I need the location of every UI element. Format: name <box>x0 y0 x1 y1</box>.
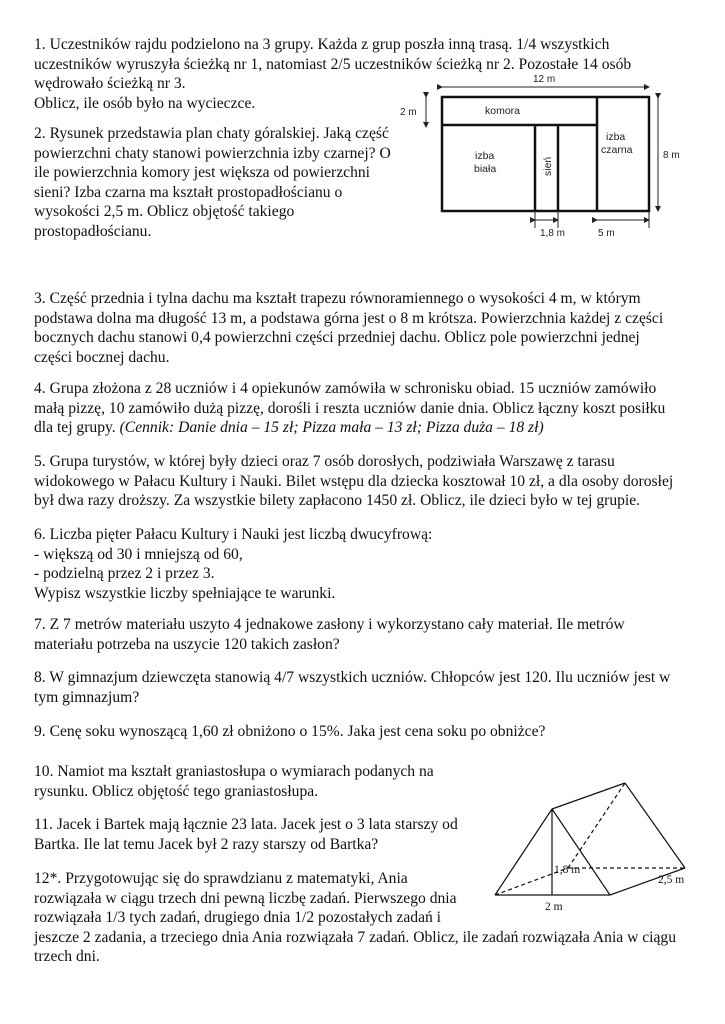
izba-czarna-width-label: 5 m <box>598 228 615 238</box>
room-izba-czarna-label: izba <box>606 131 626 143</box>
text-line: Bartka. Ile lat temu Jacek był 2 razy starszy od Bartka? <box>34 835 379 853</box>
text-line: 2. Rysunek przedstawia plan chaty góralskiej. Jaką część <box>34 125 389 142</box>
text-line: powierzchni chaty stanowi powierzchnia izby czarnej? O <box>34 144 391 162</box>
komora-depth-label: 2 m <box>400 107 417 118</box>
text-line: - większą od 30 i mniejszą od 60, <box>34 545 243 563</box>
task-7 <box>34 615 625 654</box>
text-line: 7. Z 7 metrów materiału uszyto 4 jednakowe zasłony i wykorzystano cały materiał. Ile metrów <box>34 616 625 633</box>
width-label: 12 m <box>533 74 556 85</box>
text-line: 10. Namiot ma kształt graniastosłupa o wymiarach podanych na <box>34 763 434 780</box>
text-line: rozwiązała 1/3 tych zadań, drugiego dnia 1/2 pozostałych zadań i <box>34 909 442 927</box>
tent-prism-diagram <box>485 775 700 920</box>
height-label: 8 m <box>663 150 680 161</box>
text-line: materiału potrzeba na uszycie 120 takich zasłon? <box>34 635 340 653</box>
text-line: 5. Grupa turystów, w której były dzieci oraz 7 osób dorosłych, podziwiała Warszawę z tarasu <box>34 453 615 470</box>
text-line: trzech dni. <box>34 948 100 966</box>
text-line: - podzielną przez 2 i przez 3. <box>34 565 215 583</box>
text-line: 12*. Przygotowując się do sprawdzianu z matematyki, Ania <box>34 870 408 887</box>
room-izba-czarna-label: czarna <box>601 144 633 156</box>
tent-base-label: 2 m <box>545 901 563 913</box>
edge <box>625 783 685 868</box>
text-line: 1. Uczestników rajdu podzielono na 3 grupy. Każda z grup poszła inną trasą. 1/4 wszystkich <box>34 36 610 53</box>
text-line: 11. Jacek i Bartek mają łącznie 23 lata. Jacek jest o 3 lata starszy od <box>34 816 458 833</box>
tent-length-label: 2,5 m <box>658 874 685 886</box>
text-line: wysokości 2,5 m. Oblicz objętość takiego <box>34 203 295 221</box>
text-line: był dwa razy droższy. Za wszystkie bilety zapłacono 1450 zł. Oblicz, ile dzieci było w tej grupie. <box>34 492 641 510</box>
text-line: małą pizzę, 10 zamówiło dużą pizzę, dorośli i reszta uczniów danie dnia. Oblicz łączny koszt posiłku <box>34 399 666 417</box>
task-2 <box>34 124 391 242</box>
task-10 <box>34 762 434 801</box>
text-line: jeszcze 2 zadania, a trzeciego dnia Ania rozwiązała 7 zadań. Oblicz, ile zadań rozwiązała Ania w ciągu <box>34 928 677 946</box>
text-line <box>34 418 665 438</box>
text-line: 4. Grupa złożona z 28 uczniów i 4 opiekunów zamówiła w schronisku obiad. 15 uczniów zamówiło <box>34 380 657 397</box>
room-izba-biala-label: izba <box>475 150 495 162</box>
task-5 <box>34 452 673 511</box>
text-line: prostopadłościanu. <box>34 222 152 240</box>
text-line: 9. Cenę soku wynoszącą 1,60 zł obniżono o 15%. Jaka jest cena soku po obniżce? <box>34 723 546 740</box>
task-8 <box>34 668 670 707</box>
text-line: uczestników wyruszyła ścieżką nr 1, natomiast 2/5 uczestników ścieżką nr 2. Pozostałe 14 osób <box>34 55 632 73</box>
task-3 <box>34 289 663 367</box>
room-izba-biala-label: biała <box>474 163 497 175</box>
sien-width-label: 1,8 m <box>540 228 566 238</box>
text-line: części bocznej dachu. <box>34 348 170 366</box>
edge <box>552 809 610 895</box>
edge <box>552 783 625 809</box>
house-plan-diagram <box>395 68 695 238</box>
task-9 <box>34 722 545 742</box>
text-span: dla tej grupy. <box>34 419 120 437</box>
hidden-edge <box>568 783 625 868</box>
text-line: 3. Część przednia i tylna dachu ma kształt trapezu równoramiennego o wysokości 4 m, w którym <box>34 290 641 307</box>
room-komora-label: komora <box>485 105 521 117</box>
text-line: sieni? Izba czarna ma kształt prostopadłościanu o <box>34 183 343 201</box>
text-line: ile powierzchnia komory jest większa od powierzchni <box>34 164 371 182</box>
task-6 <box>34 525 432 603</box>
text-line: Wypisz wszystkie liczby spełniające te warunki. <box>34 584 336 602</box>
task-4 <box>34 379 665 438</box>
text-line: wędrowało ścieżką nr 3. <box>34 75 186 93</box>
text-line: rozwiązała w ciągu trzech dni pewną liczbę zadań. Pierwszego dnia <box>34 889 457 907</box>
task-11 <box>34 815 458 854</box>
room-sien-label: sień <box>542 156 554 176</box>
text-line: tym gimnazjum? <box>34 688 140 706</box>
text-line: widokowego w Pałacu Kultury i Nauki. Bilet wstępu dla dziecka kosztował 10 zł, a dla osoby dorosłej <box>34 472 674 490</box>
text-line: rysunku. Oblicz objętość tego graniastosłupa. <box>34 782 319 800</box>
text-line: 6. Liczba pięter Pałacu Kultury i Nauki jest liczbą dwucyfrową: <box>34 526 433 543</box>
text-line: 8. W gimnazjum dziewczęta stanowią 4/7 wszystkich uczniów. Chłopców jest 120. Ilu uczniów jest w <box>34 669 671 686</box>
price-list: (Cennik: Danie dnia – 15 zł; Pizza mała – 13 zł; Pizza duża – 18 zł) <box>119 419 544 437</box>
edge <box>495 809 552 895</box>
text-line: bocznych dachu stanowi 0,4 powierzchni części przedniej dachu. Oblicz pole powierzchni jednej <box>34 329 640 347</box>
tent-height-label: 1,8 m <box>554 864 581 876</box>
text-line: Oblicz, ile osób było na wycieczce. <box>34 94 256 112</box>
text-line: podstawa dolna ma długość 13 m, a podstawa górna jest o 8 m krótsza. Powierzchnia każdej z części <box>34 309 664 327</box>
